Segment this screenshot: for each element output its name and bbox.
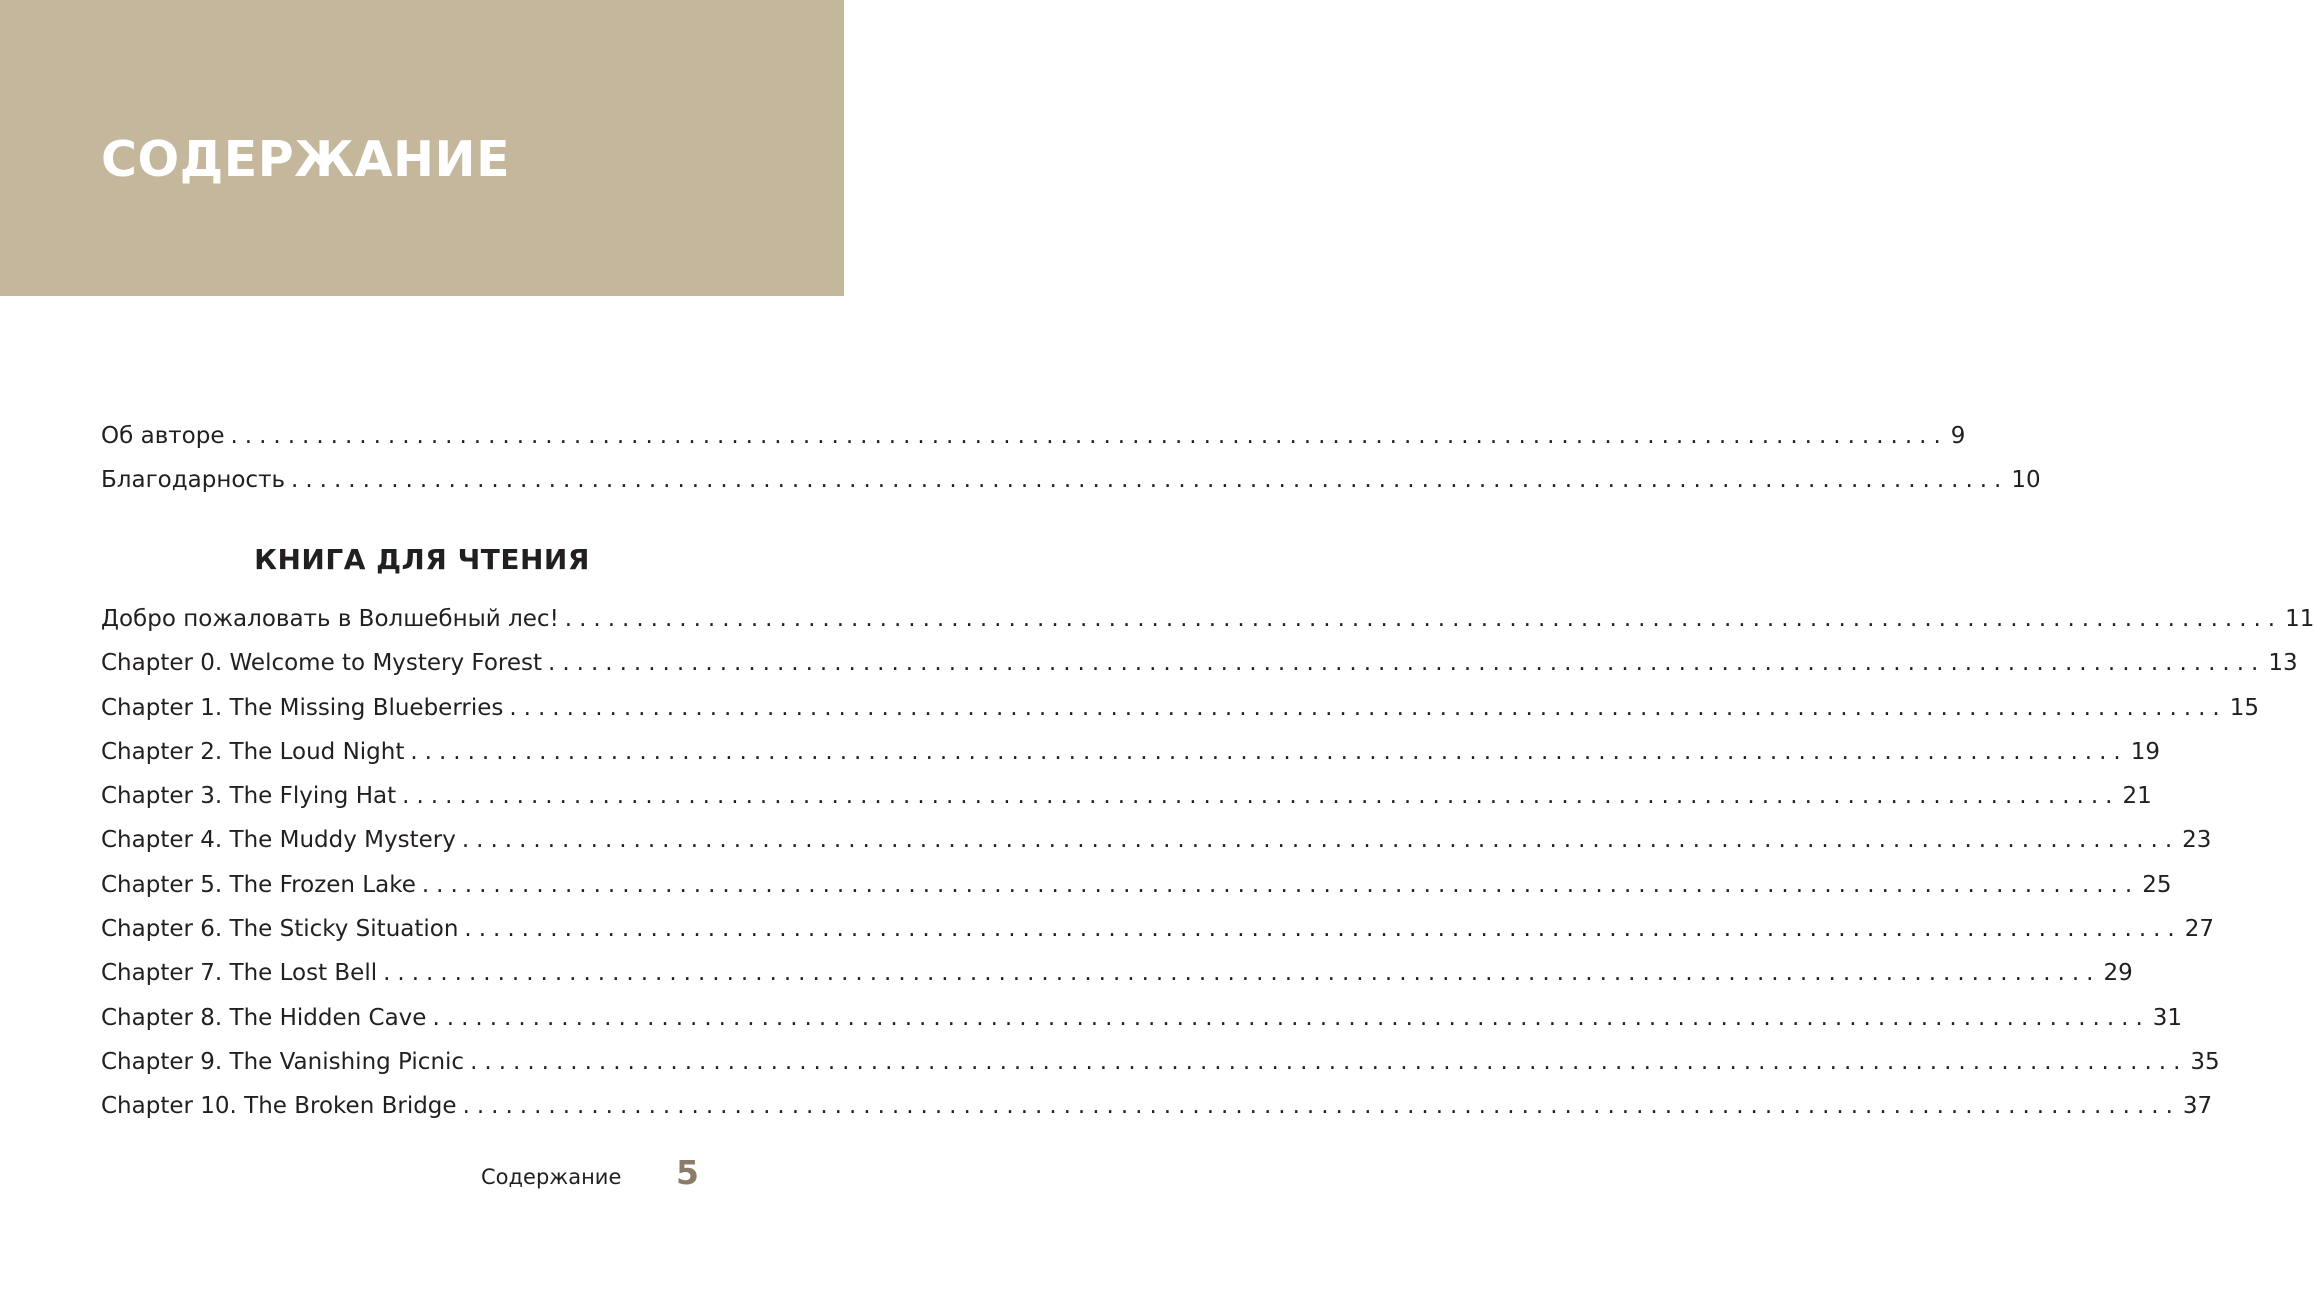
page-number: 5 <box>676 1153 699 1192</box>
toc-entry-title: Chapter 8. The Hidden Cave <box>101 1004 427 1031</box>
toc-entry-page: 21 <box>2122 783 2152 810</box>
front-matter-list <box>101 414 2041 503</box>
toc-entry[interactable] <box>101 774 2152 818</box>
toc-entry-title: Chapter 10. The Broken Bridge <box>101 1093 457 1120</box>
dot-leader: ........................................................................................................................ <box>462 1093 2180 1120</box>
toc-entry-page: 25 <box>2142 871 2172 898</box>
dot-leader: ........................................................................................................................ <box>548 650 2266 677</box>
toc-entry-page: 15 <box>2229 694 2259 721</box>
toc-entry-title: Благодарность <box>101 467 286 494</box>
toc-entry-title: Chapter 1. The Missing Blueberries <box>101 694 504 721</box>
toc-entry[interactable] <box>101 414 1966 458</box>
toc-entry-page: 35 <box>2190 1048 2220 1075</box>
toc-entry-page: 31 <box>2152 1004 2183 1031</box>
dot-leader: ........................................................................................................................ <box>421 871 2140 898</box>
dot-leader: ........................................................................................................................ <box>230 423 1948 449</box>
dot-leader: ........................................................................................................................ <box>402 783 2120 810</box>
toc-entry-title: Chapter 0. Welcome to Mystery Forest <box>101 650 543 677</box>
toc-entry-page: 13 <box>2268 650 2298 677</box>
toc-entry-title: Chapter 4. The Muddy Mystery <box>101 827 456 854</box>
toc-entry[interactable] <box>101 1084 2213 1128</box>
toc-entry-title: Chapter 2. The Loud Night <box>101 738 405 765</box>
dot-leader: ........................................................................................................................ <box>470 1048 2188 1075</box>
toc-entry-title: Chapter 9. The Vanishing Picnic <box>101 1048 465 1075</box>
toc-entry-title: Chapter 3. The Flying Hat <box>101 783 397 810</box>
running-footer-label: Содержание <box>481 1165 622 1189</box>
toc-entry-title: Об авторе <box>101 423 225 449</box>
toc-entry-page: 9 <box>1950 423 1966 449</box>
header-band <box>0 0 844 296</box>
dot-leader: ........................................................................................................................ <box>464 916 2182 943</box>
page-title: СОДЕРЖАНИЕ <box>101 131 511 188</box>
chapter-list <box>101 597 2314 1129</box>
toc-entry-page: 27 <box>2184 916 2215 943</box>
dot-leader: ........................................................................................................................ <box>383 960 2101 987</box>
toc-entry[interactable] <box>101 863 2172 907</box>
dot-leader: ........................................................................................................................ <box>410 738 2128 765</box>
toc-entry-title: Chapter 5. The Frozen Lake <box>101 871 416 898</box>
dot-leader: ........................................................................................................................ <box>432 1004 2150 1031</box>
toc-entry-page: 29 <box>2103 960 2133 987</box>
toc-entry[interactable] <box>101 818 2212 862</box>
toc-entry-page: 11 <box>2285 606 2314 632</box>
dot-leader: ........................................................................................................................ <box>564 606 2283 632</box>
toc-entry-title: Chapter 7. The Lost Bell <box>101 960 378 987</box>
toc-entry[interactable] <box>101 597 2314 641</box>
toc-entry[interactable] <box>101 686 2259 730</box>
dot-leader: ........................................................................................................................ <box>291 467 2009 494</box>
dot-leader: ........................................................................................................................ <box>461 827 2180 854</box>
toc-entry-page: 19 <box>2130 738 2160 765</box>
toc-entry[interactable] <box>101 951 2133 995</box>
toc-entry[interactable] <box>101 907 2215 951</box>
toc-entry[interactable] <box>101 996 2183 1040</box>
toc-entry[interactable] <box>101 458 2041 502</box>
toc-entry-page: 37 <box>2182 1093 2213 1120</box>
toc-entry-title: Chapter 6. The Sticky Situation <box>101 916 459 943</box>
dot-leader: ........................................................................................................................ <box>509 694 2227 721</box>
toc-entry-page: 23 <box>2182 827 2212 854</box>
toc-entry[interactable] <box>101 1040 2220 1084</box>
toc-entry-page: 10 <box>2011 467 2041 494</box>
toc-entry-title: Добро пожаловать в Волшебный лес! <box>101 606 559 632</box>
section-heading: КНИГА ДЛЯ ЧТЕНИЯ <box>254 543 590 576</box>
toc-entry[interactable] <box>101 641 2298 685</box>
toc-entry[interactable] <box>101 730 2160 774</box>
